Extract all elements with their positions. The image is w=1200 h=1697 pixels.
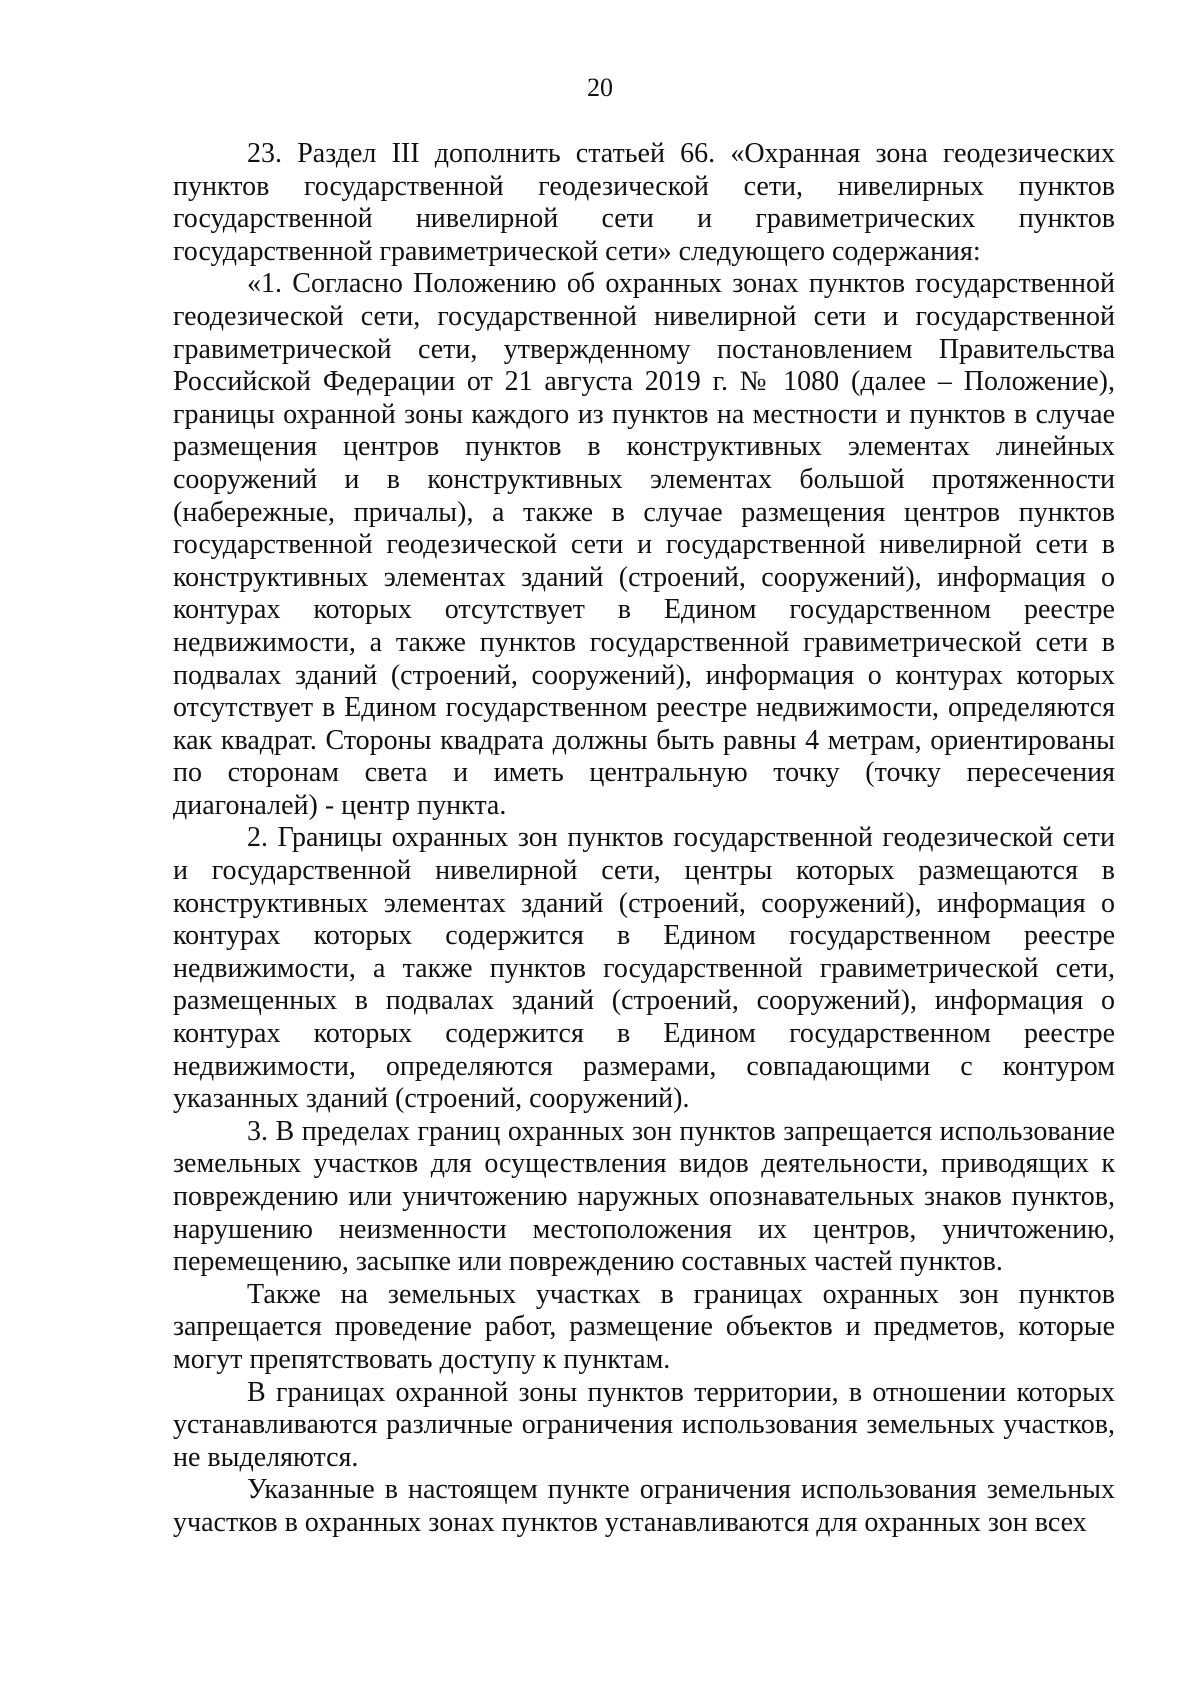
page-number: 20: [587, 73, 613, 102]
paragraph-clause-3: 3. В пределах границ охранных зон пунктов запрещается использование земельных участков для осуществления видов деятельности, приводящих к повреждению или уничтожению наружных опознавательных знаков пунктов, нарушению неизменности местоположения их центров, уничтожению, перемещению, засыпке или повреждению составных частей пунктов.: [173, 1115, 1115, 1278]
paragraph-clause-1: «1. Согласно Положению об охранных зонах пунктов государственной геодезической сети, государственной нивелирной сети и государственной гравиметрической сети, утвержденному постановлением Правительства Российской Федерации от 21 августа 2019 г. № 1080 (далее – Положение), границы охранной зоны каждого из пунктов на местности и пунктов в случае размещения центров пунктов в конструктивных элементах линейных сооружений и в конструктивных элементах большой протяженности (набережные, причалы), а также в случае размещения центров пунктов государственной геодезической сети и государственной нивелирной сети в конструктивных элементах зданий (строений, сооружений), информация о контурах которых отсутствует в Едином государственном реестре недвижимости, а также пунктов государственной гравиметрической сети в подвалах зданий (строений, сооружений), информация о контурах которых отсутствует в Едином государственном реестре недвижимости, определяются как квадрат. Стороны квадрата должны быть равны 4 метрам, ориентированы по сторонам света и иметь центральную точку (точку пересечения диагоналей) - центр пункта.: [173, 268, 1115, 821]
paragraph-clause-2: 2. Границы охранных зон пунктов государственной геодезической сети и государственной нивелирной сети, центры которых размещаются в конструктивных элементах зданий (строений, сооружений), информация о контурах которых содержится в Едином государственном реестре недвижимости, а также пунктов государственной гравиметрической сети, размещенных в подвалах зданий (строений, сооружений), информация о контурах которых содержится в Едином государственном реестре недвижимости, определяются размерами, совпадающими с контуром указанных зданий (строений, сооружений).: [173, 822, 1115, 1115]
document-body: [173, 138, 1115, 1540]
paragraph-clause-3-restrictions: Указанные в настоящем пункте ограничения использования земельных участков в охранных зонах пунктов устанавливаются для охранных зон всех: [173, 1474, 1115, 1538]
paragraph-item-23: 23. Раздел III дополнить статьей 66. «Охранная зона геодезических пунктов государственной геодезической сети, нивелирных пунктов государственной нивелирной сети и гравиметрических пунктов государственной гравиметрической сети» следующего содержания:: [173, 138, 1115, 267]
paragraph-clause-3-territories: В границах охранной зоны пунктов территории, в отношении которых устанавливаются различные ограничения использования земельных участков, не выделяются.: [173, 1376, 1115, 1473]
paragraph-clause-3-access: Также на земельных участках в границах охранных зон пунктов запрещается проведение работ, размещение объектов и предметов, которые могут препятствовать доступу к пунктам.: [173, 1278, 1115, 1375]
